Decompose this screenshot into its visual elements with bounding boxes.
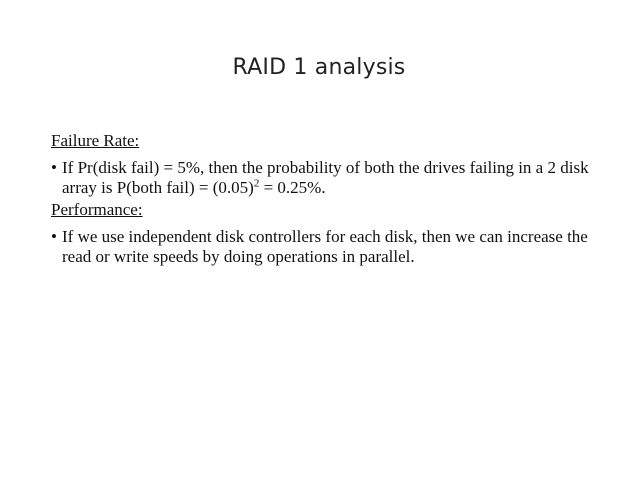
performance-text: If we use independent disk controllers for each disk, then we can increase the read or write speeds by doing operations in parallel. <box>62 227 588 266</box>
performance-heading: Performance: <box>51 200 143 219</box>
slide-content <box>51 131 611 269</box>
failure-rate-heading: Failure Rate: <box>51 131 140 150</box>
bullet-marker: • <box>51 158 57 177</box>
bullet-marker: • <box>51 227 57 246</box>
failure-rate-bullet <box>51 158 611 198</box>
failure-text-result: = 0.25%. <box>259 178 326 197</box>
failure-text-main: If Pr(disk fail) = 5%, then the probability of both the drives failing in a 2 disk array is P(both fail) = (0.05) <box>62 158 589 197</box>
performance-bullet <box>51 227 611 267</box>
slide-title: RAID 1 analysis <box>232 55 406 80</box>
exponent: 2 <box>253 177 260 190</box>
